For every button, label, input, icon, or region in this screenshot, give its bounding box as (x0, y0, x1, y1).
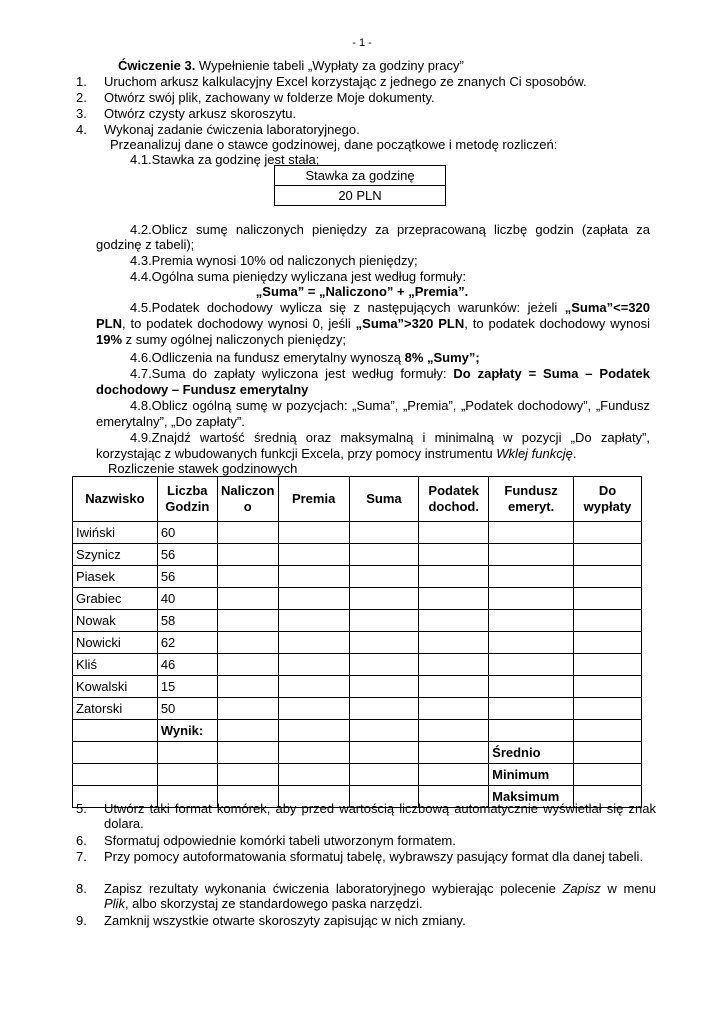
p48-line-1: 4.8.Oblicz ogólną sumę w pozycjach: „Suma”, „Premia”, „Podatek dochodowy”, (130, 398, 592, 413)
cell-empty[interactable] (574, 610, 642, 632)
point-4-6 (130, 350, 480, 365)
cell-name[interactable]: Nowicki (73, 632, 158, 654)
cell-empty[interactable] (278, 632, 349, 654)
cell-empty[interactable] (157, 742, 217, 764)
cell-wynik-label: Wynik: (157, 720, 217, 742)
step-number: 3. (76, 106, 87, 121)
cell-empty[interactable] (278, 698, 349, 720)
table-row (73, 632, 642, 654)
col-header-naliczono: Naliczon o (217, 477, 278, 522)
cell-name[interactable]: Grabiec (73, 588, 158, 610)
cell-empty[interactable] (278, 522, 349, 544)
cell-hours[interactable]: 46 (157, 654, 217, 676)
point-4-2: 4.2.Oblicz sumę naliczonych pieniędzy za przepracowaną liczbę godzin (zapłata za godzinę z tabeli); (96, 222, 650, 252)
col-header-do-wyplaty: Do wypłaty (574, 477, 642, 522)
cell-empty[interactable] (349, 610, 419, 632)
cell-empty[interactable] (489, 588, 574, 610)
cell-empty[interactable] (419, 676, 489, 698)
p45-condition-1-unit: PLN (96, 316, 122, 331)
col-header-liczba-godzin: Liczba Godzin (157, 477, 217, 522)
step-8-text-d: , albo skorzystaj ze standardowego paska narzędzi. (124, 896, 423, 911)
cell-empty[interactable] (489, 654, 574, 676)
p45-text-e: z sumy ogólnej naliczonych pieniędzy; (122, 332, 347, 347)
cell-empty[interactable] (349, 588, 419, 610)
cell-name[interactable]: Piasek (73, 566, 158, 588)
cell-empty[interactable] (574, 676, 642, 698)
step-number: 4. (76, 122, 87, 137)
point-4-5 (96, 300, 650, 348)
step-7-line-2: tabeli. (608, 849, 644, 864)
cell-empty[interactable] (278, 764, 349, 786)
table-row (73, 522, 642, 544)
col-header-suma: Suma (349, 477, 419, 522)
cell-empty[interactable] (419, 566, 489, 588)
cell-empty[interactable] (419, 764, 489, 786)
cell-empty[interactable] (574, 720, 642, 742)
step-number: 1. (76, 74, 87, 89)
step-text: Sformatuj odpowiednie komórki tabeli utworzonym formatem. (104, 833, 456, 848)
point-4-1: 4.1.Stawka za godzinę jest stała; (130, 152, 320, 167)
cell-empty[interactable] (489, 610, 574, 632)
point-4-4: 4.4.Ogólna suma pieniędzy wyliczana jest według formuły: (130, 269, 467, 284)
intro-text: Przeanalizuj dane o stawce godzinowej, dane początkowe i metodę rozliczeń: (110, 137, 558, 152)
cell-empty[interactable] (73, 742, 158, 764)
cell-hours[interactable]: 50 (157, 698, 217, 720)
cell-empty[interactable] (419, 720, 489, 742)
minimum-row (73, 764, 642, 786)
point-4-8 (96, 398, 650, 430)
cell-name[interactable]: Kowalski (73, 676, 158, 698)
table-row (73, 544, 642, 566)
cell-empty[interactable] (278, 676, 349, 698)
cell-empty[interactable] (419, 588, 489, 610)
step-text: Otwórz swój plik, zachowany w folderze Moje dokumenty. (104, 90, 435, 105)
cell-empty[interactable] (574, 522, 642, 544)
cell-empty[interactable] (217, 742, 278, 764)
cell-empty[interactable] (278, 588, 349, 610)
cell-srednio-label: Średnio (489, 742, 574, 764)
cell-empty[interactable] (217, 764, 278, 786)
step-text (104, 849, 656, 864)
p49-line-2: korzystając z wbudowanych funkcji Excela, przy pomocy instrumentu (96, 446, 497, 461)
cell-empty[interactable] (574, 588, 642, 610)
hourly-rate-header: Stawka za godzinę (275, 166, 446, 186)
cell-hours[interactable]: 56 (157, 544, 217, 566)
cell-empty[interactable] (217, 720, 278, 742)
cell-empty[interactable] (278, 742, 349, 764)
cell-empty[interactable] (217, 588, 278, 610)
cell-empty[interactable] (419, 654, 489, 676)
step-number: 8. (76, 881, 87, 896)
step-number: 2. (76, 90, 87, 105)
step-8-menu: Plik (104, 896, 125, 911)
table-row (73, 676, 642, 698)
cell-empty[interactable] (349, 566, 419, 588)
cell-empty[interactable] (349, 742, 419, 764)
cell-empty[interactable] (349, 698, 419, 720)
cell-empty[interactable] (489, 698, 574, 720)
cell-empty[interactable] (489, 720, 574, 742)
hourly-rate-value: 20 PLN (275, 186, 446, 206)
cell-empty[interactable] (278, 654, 349, 676)
exercise-title: Ćwiczenie 3. (118, 58, 196, 73)
step-text: Zamknij wszystkie otwarte skoroszyty zapisując w nich zmiany. (104, 913, 466, 928)
cell-empty[interactable] (574, 698, 642, 720)
wynik-row (73, 720, 642, 742)
cell-empty[interactable] (419, 610, 489, 632)
cell-name[interactable]: Kliś (73, 654, 158, 676)
table-row (73, 654, 642, 676)
cell-empty[interactable] (574, 764, 642, 786)
step-number: 7. (76, 849, 87, 864)
table-row (73, 588, 642, 610)
cell-empty[interactable] (574, 742, 642, 764)
col-header-premia: Premia (278, 477, 349, 522)
cell-empty[interactable] (217, 610, 278, 632)
cell-empty[interactable] (419, 544, 489, 566)
cell-empty[interactable] (349, 654, 419, 676)
p49-end: . (572, 446, 577, 461)
step-text (104, 881, 656, 911)
cell-name[interactable]: Nowak (73, 610, 158, 632)
cell-empty[interactable] (489, 522, 574, 544)
p46-text: 4.6.Odliczenia na fundusz emerytalny wynoszą (130, 350, 405, 365)
cell-empty[interactable] (489, 566, 574, 588)
table-header-row (73, 477, 642, 522)
cell-empty[interactable] (419, 632, 489, 654)
p45-condition-1: „Suma”<=320 (564, 300, 650, 315)
step-text: Otwórz czysty arkusz skoroszytu. (104, 106, 297, 121)
cell-empty[interactable] (489, 544, 574, 566)
point-4-9 (96, 430, 650, 462)
cell-empty[interactable] (349, 676, 419, 698)
table-caption: Rozliczenie stawek godzinowych (108, 461, 298, 476)
p48-line-2: „Fundusz emerytalny”, „Do zapłaty”. (96, 398, 651, 429)
cell-empty[interactable] (217, 698, 278, 720)
cell-empty[interactable] (217, 676, 278, 698)
cell-empty[interactable] (217, 654, 278, 676)
exercise-subtitle: Wypełnienie tabeli „Wypłaty za godziny pracy” (195, 58, 464, 73)
table-row (73, 610, 642, 632)
cell-minimum-label: Minimum (489, 764, 574, 786)
formula-suma: „Suma” = „Naliczono” + „Premia”. (255, 284, 469, 299)
p47-formula-a: Do zapłaty = Suma – Podatek (453, 366, 650, 381)
cell-empty[interactable] (349, 764, 419, 786)
p45-condition-2: „Suma”>320 PLN (355, 316, 465, 331)
p46-rate: 8% „Sumy”; (404, 350, 480, 365)
step-number: 6. (76, 833, 87, 848)
settlement-table (72, 476, 642, 808)
cell-empty[interactable] (349, 632, 419, 654)
page-number: - 1 - (352, 37, 372, 49)
p49-instrument: Wklej funkcję (496, 446, 573, 461)
cell-empty[interactable] (217, 544, 278, 566)
cell-hours[interactable]: 40 (157, 588, 217, 610)
cell-empty[interactable] (489, 632, 574, 654)
col-header-nazwisko: Nazwisko (73, 477, 158, 522)
table-row (73, 698, 642, 720)
step-5-line-2: znak dolara. (104, 801, 656, 831)
cell-hours[interactable]: 58 (157, 610, 217, 632)
cell-empty[interactable] (349, 720, 419, 742)
srednio-row (73, 742, 642, 764)
p45-text-c: , to podatek dochodowy wynosi 0, jeśli (122, 316, 356, 331)
p47-formula-b: dochodowy – Fundusz emerytalny (96, 382, 309, 397)
cell-empty[interactable] (419, 522, 489, 544)
cell-empty[interactable] (349, 544, 419, 566)
step-5-line-1: Utwórz taki format komórek, aby przed wartością liczbową automatycznie wyświetlał się (104, 801, 624, 816)
col-header-fundusz: Fundusz emeryt. (489, 477, 574, 522)
cell-empty[interactable] (73, 764, 158, 786)
cell-hours[interactable]: 62 (157, 632, 217, 654)
cell-empty[interactable] (278, 720, 349, 742)
cell-empty[interactable] (278, 544, 349, 566)
p45-text-d: , to podatek dochodowy wynosi (464, 316, 650, 331)
cell-hours[interactable]: 56 (157, 566, 217, 588)
step-text: Wykonaj zadanie ćwiczenia laboratoryjnego. (104, 122, 360, 137)
cell-empty[interactable] (489, 676, 574, 698)
step-8-command: Zapisz (562, 881, 601, 896)
cell-empty[interactable] (574, 632, 642, 654)
step-number: 9. (76, 913, 87, 928)
cell-name[interactable]: Iwiński (73, 522, 158, 544)
p49-line-1: 4.9.Znajdź wartość średnią oraz maksymalną i minimalną w pozycji „Do zapłaty”, (130, 430, 650, 445)
cell-empty[interactable] (349, 522, 419, 544)
point-4-7 (96, 366, 650, 398)
cell-maksimum-label: Maksimum (489, 786, 574, 808)
cell-empty[interactable] (217, 632, 278, 654)
cell-hours[interactable]: 60 (157, 522, 217, 544)
step-7-line-1: Przy pomocy autoformatowania sformatuj tabelę, wybrawszy pasujący format dla danej (104, 849, 605, 864)
cell-name[interactable]: Zatorski (73, 698, 158, 720)
cell-empty[interactable] (278, 610, 349, 632)
p45-rate: 19% (96, 332, 123, 347)
cell-empty[interactable] (73, 720, 158, 742)
cell-empty[interactable] (574, 654, 642, 676)
cell-name[interactable]: Szynicz (73, 544, 158, 566)
cell-empty[interactable] (217, 566, 278, 588)
step-text: Uruchom arkusz kalkulacyjny Excel korzystając z jednego ze znanych Ci sposobów. (104, 74, 587, 89)
point-4-3: 4.3.Premia wynosi 10% od naliczonych pieniędzy; (130, 253, 418, 268)
cell-empty[interactable] (419, 742, 489, 764)
col-header-podatek: Podatek dochod. (419, 477, 489, 522)
exercise-heading (118, 58, 464, 73)
table-row (73, 566, 642, 588)
cell-empty[interactable] (419, 698, 489, 720)
cell-hours[interactable]: 15 (157, 676, 217, 698)
p45-text-a: 4.5.Podatek dochodowy wylicza się z następujących warunków: jeżeli (130, 300, 565, 315)
step-text (104, 801, 656, 831)
cell-empty[interactable] (157, 764, 217, 786)
cell-empty[interactable] (217, 522, 278, 544)
step-8-text-c: w menu (600, 881, 656, 896)
step-number: 5. (76, 801, 87, 816)
cell-empty[interactable] (574, 566, 642, 588)
p47-text: 4.7.Suma do zapłaty wyliczona jest według formuły: (130, 366, 454, 381)
hourly-rate-table (274, 165, 446, 206)
cell-empty[interactable] (278, 566, 349, 588)
step-8-text-a: Zapisz rezultaty wykonania ćwiczenia laboratoryjnego wybierając polecenie (104, 881, 563, 896)
cell-empty[interactable] (574, 544, 642, 566)
